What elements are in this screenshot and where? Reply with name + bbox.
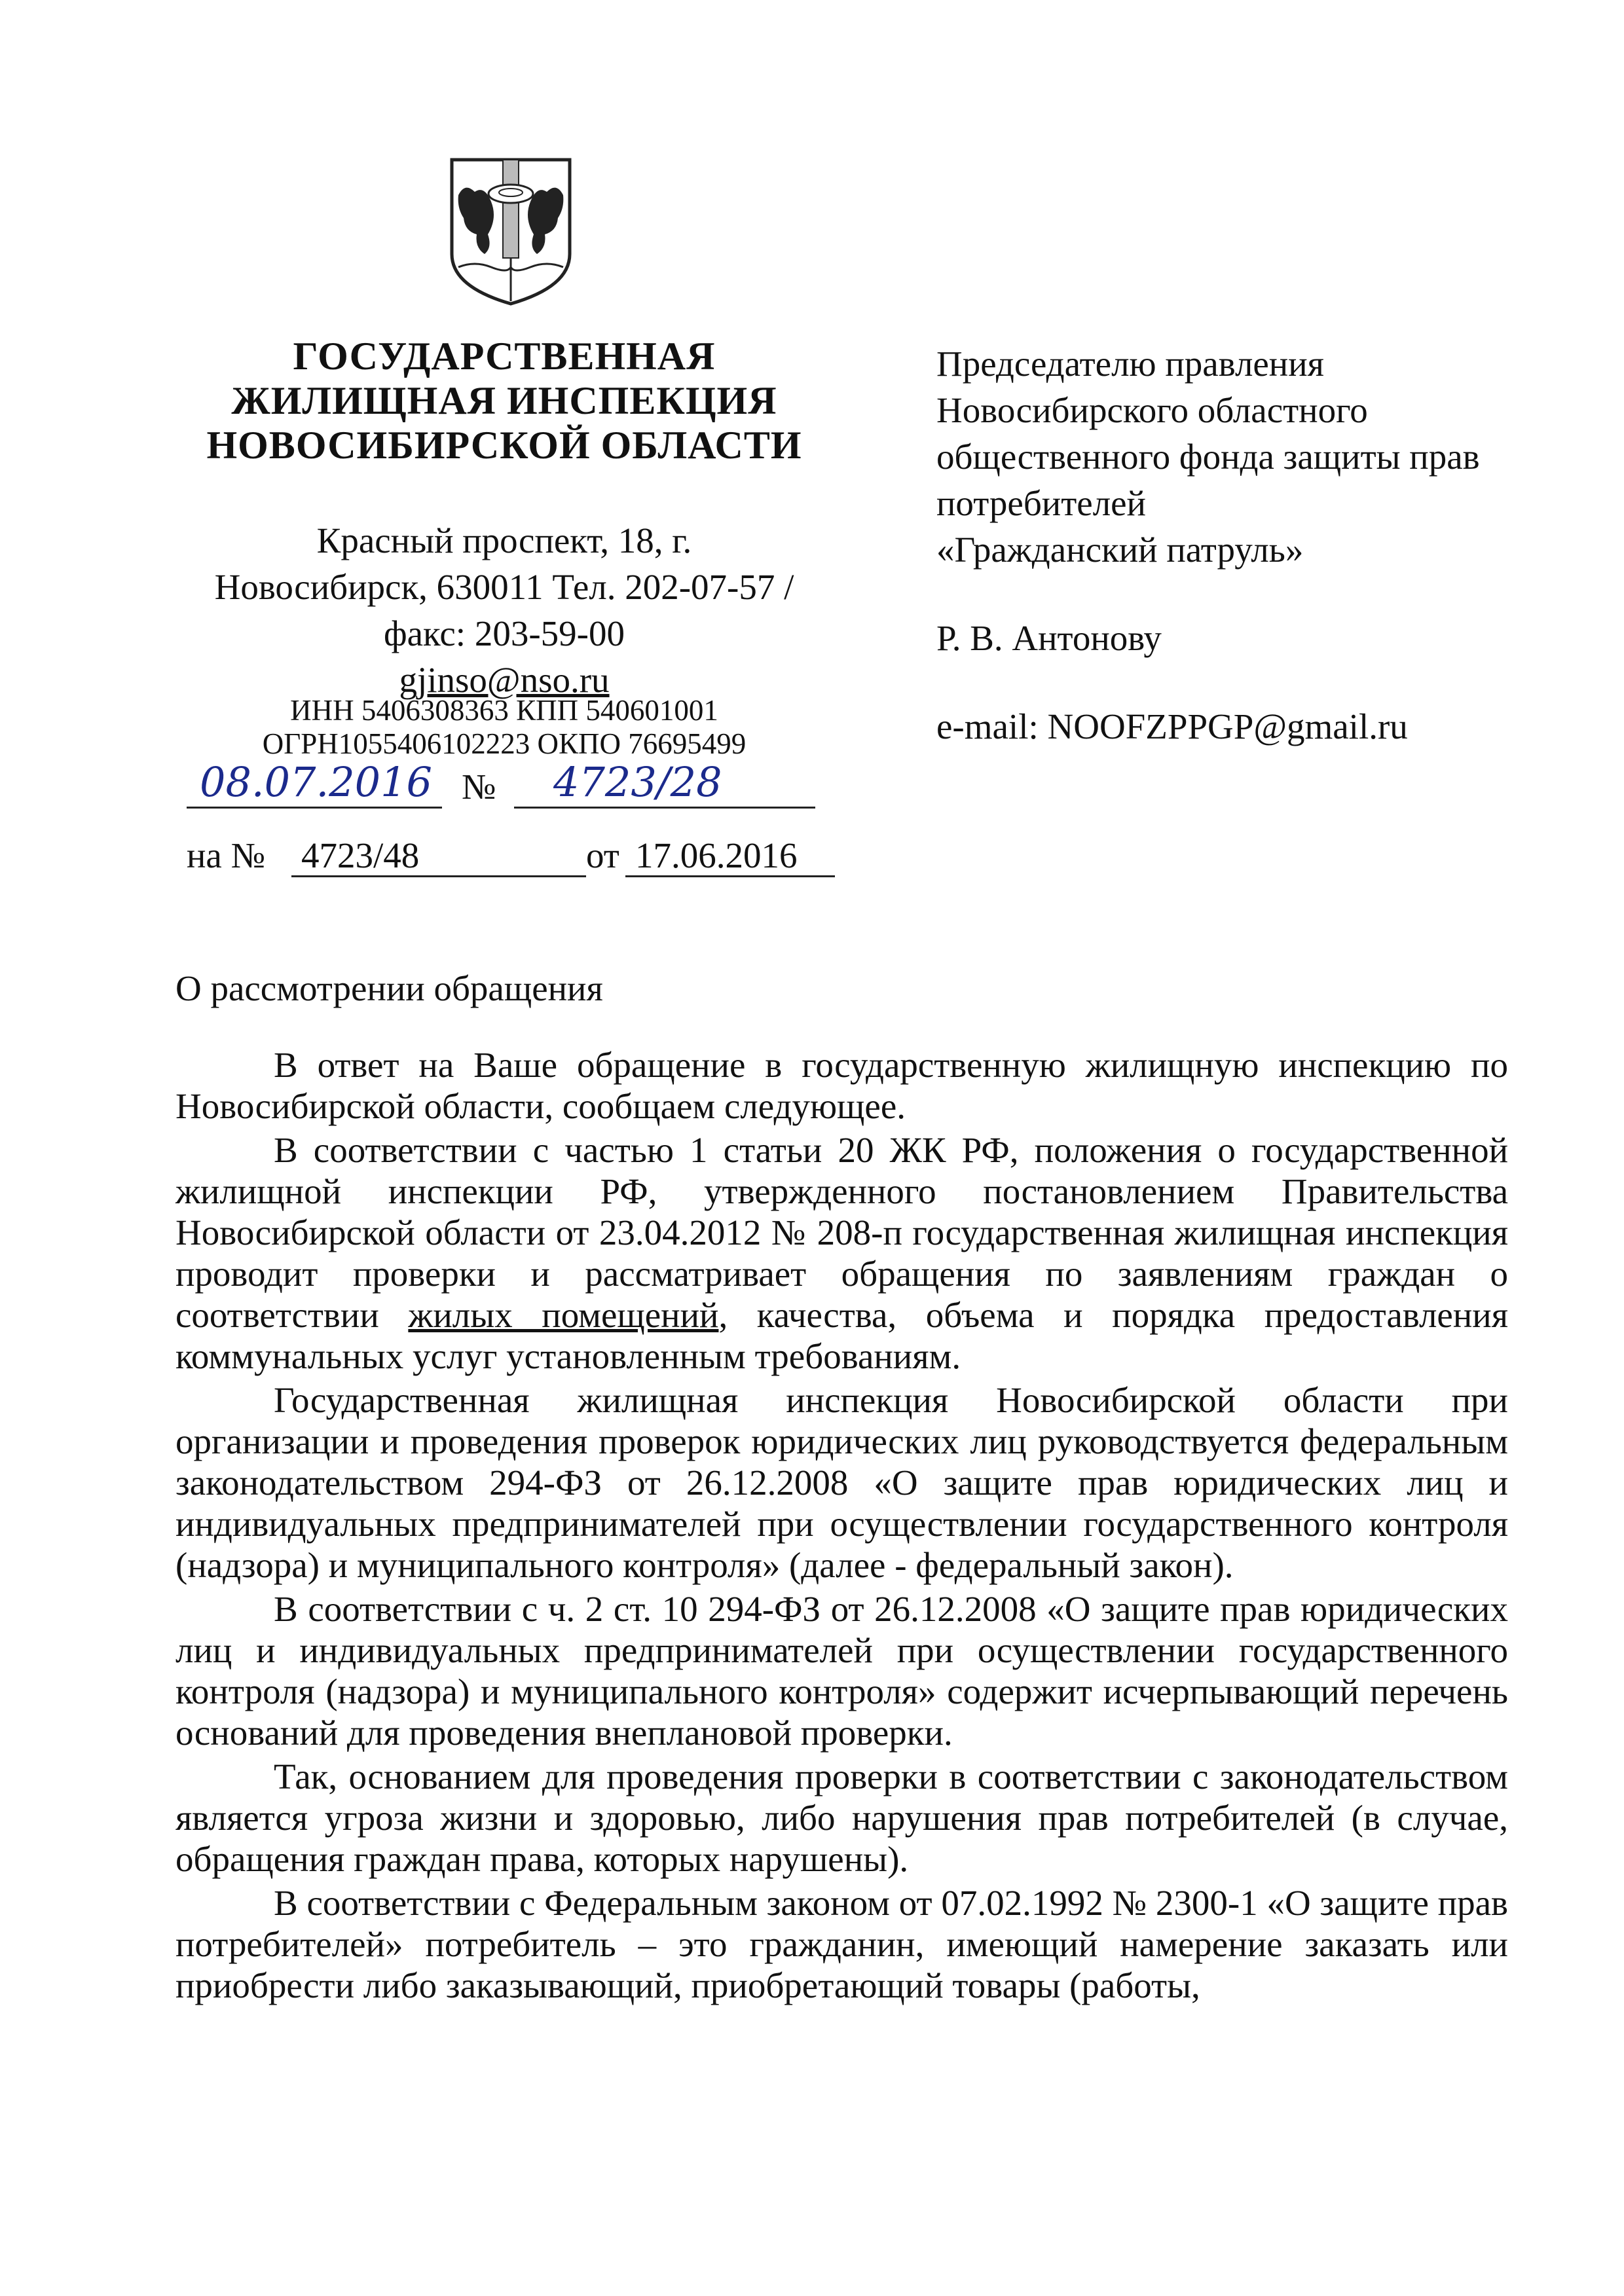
sender-organization (164, 334, 845, 467)
reference-date: 17.06.2016 (635, 835, 798, 875)
reference-from-label: от (586, 835, 619, 875)
sender-email-link[interactable]: gjinso@nso.ru (399, 660, 610, 700)
paragraph-3: Государственная жилищная инспекция Новосибирской области при организации и проведения проверок юридических лиц руководствуется федеральным законодательством 294-ФЗ от 26.12.2008 «О защите прав юридических лиц и индивидуальных предпринимателей при осуществлении государственного контроля (надзора) и муниципального контроля» (далее - федеральный закон). (175, 1380, 1508, 1585)
registration-number-handwritten: 4723/28 (553, 758, 722, 806)
reference-prefix: на № (187, 835, 266, 875)
addressee-line-2: Новосибирского областного (936, 390, 1368, 430)
org-line-3: НОВОСИБИРСКОЙ ОБЛАСТИ (206, 424, 802, 467)
addressee-block (936, 340, 1565, 750)
letter-subject: О рассмотрении обращения (175, 968, 603, 1008)
paragraph-6: В соответствии с Федеральным законом от 07.02.1992 № 2300-1 «О защите прав потребителей» потребитель – это гражданин, имеющий намерение заказать или приобрести либо заказывающий, приобретающий товары (работы, (175, 1883, 1508, 2005)
address-line-2: Новосибирск, 630011 Тел. 202-07-57 / (214, 567, 794, 607)
addressee-email: e-mail: NOOFZPPGP@gmail.ru (936, 706, 1408, 746)
org-line-2: ЖИЛИЩНАЯ ИНСПЕКЦИЯ (231, 379, 777, 422)
reference-number-underline (291, 875, 586, 877)
paragraph-2 (175, 1129, 1508, 1377)
address-line-3: факс: 203-59-00 (384, 613, 625, 653)
addressee-line-4: потребителей (936, 483, 1146, 523)
coat-of-arms-emblem (445, 156, 576, 306)
paragraph-5: Так, основанием для проведения проверки в соответствии с законодательством является угроза жизни и здоровью, либо нарушения прав потребителей (в случае, обращения граждан права, которых нарушены). (175, 1757, 1508, 1879)
registration-number-underline (514, 807, 815, 809)
registration-line (187, 758, 841, 818)
sender-codes (164, 694, 845, 761)
registration-number-sign: № (462, 767, 496, 807)
paragraph-2-part-b: , качества, объема и порядка предоставления коммунальных услуг установленным требованиям. (175, 1295, 1508, 1376)
reference-line (187, 835, 841, 887)
inn-kpp: ИНН 5406308363 КПП 540601001 (290, 694, 718, 727)
addressee-line-5: «Гражданский патруль» (936, 530, 1304, 570)
paragraph-1: В ответ на Ваше обращение в государственную жилищную инспекцию по Новосибирской области, сообщаем следующее. (175, 1045, 1508, 1126)
ogrn-okpo: ОГРН1055406102223 ОКПО 76695499 (262, 727, 747, 760)
addressee-line-1: Председателю правления (936, 344, 1324, 384)
sender-address (164, 517, 845, 703)
addressee-name: Р. В. Антонову (936, 618, 1162, 658)
org-line-1: ГОСУДАРСТВЕННАЯ (293, 335, 716, 378)
paragraph-4: В соответствии с ч. 2 ст. 10 294-ФЗ от 26.12.2008 «О защите прав юридических лиц и индивидуальных предпринимателей при осуществлении государственного контроля (надзора) и муниципального контроля» содержит исчерпывающий перечень оснований для проведения внеплановой проверки. (175, 1589, 1508, 1753)
letter-body (175, 1044, 1508, 2009)
address-line-1: Красный проспект, 18, г. (316, 520, 692, 560)
underlined-phrase: жилых помещений (408, 1295, 719, 1335)
paragraph-2-part-a: В соответствии с частью 1 статьи 20 ЖК РФ, положения о государственной жилищной инспекции РФ, утвержденного постановлением Правительства Новосибирской области от 23.04.2012 № 208-п государственная жилищная инспекция проводит проверки и рассматривает обращения по заявлениям граждан о соответствии (175, 1130, 1508, 1335)
registration-date-underline (187, 807, 442, 809)
reference-number: 4723/48 (301, 835, 420, 875)
registration-date-handwritten: 08.07.2016 (200, 758, 432, 806)
reference-date-underline (625, 875, 835, 877)
addressee-line-3: общественного фонда защиты прав (936, 437, 1480, 477)
